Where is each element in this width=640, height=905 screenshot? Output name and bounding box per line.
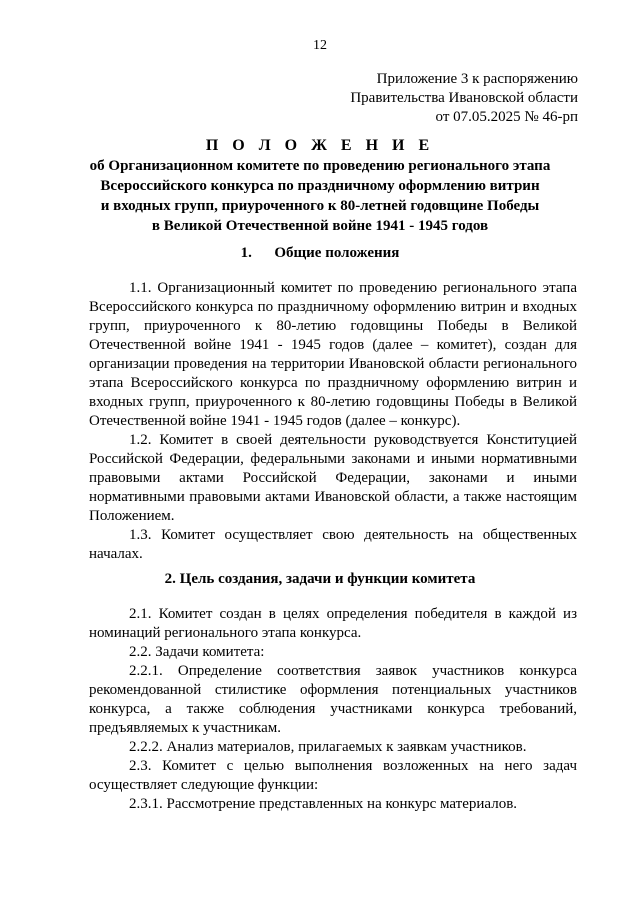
paragraph-1-1: 1.1. Организационный комитет по проведению регионального этапа Всероссийского конкурса по праздничному оформлению витрин и входных групп, приуроченного к 80-летию годовщины Победы в Великой Отечественной войне 1941 - 1945 годов (далее – комитет), создан для организации проведения на территории Ивановской области регионального этапа Всероссийского конкурса по праздничному оформлению витрин и входных групп, приуроченного к 80-летию годовщины Победы в Великой Отечественной войне 1941 - 1945 годов (далее – конкурс). [89, 280, 577, 429]
title-heading: П О Л О Ж Е Н И Е [205, 137, 435, 154]
section-2-heading: 2. Цель создания, задачи и функции комитета [164, 571, 476, 587]
page-number: 12 [313, 38, 327, 53]
appendix-block [350, 70, 578, 127]
paragraph-2-2: 2.2. Задачи комитета: [129, 644, 265, 660]
document-title [0, 136, 640, 236]
section-1-heading: 1. Общие положения [240, 245, 400, 261]
appendix-line: Приложение 3 к распоряжению [376, 71, 578, 87]
paragraph-2-2-2: 2.2.2. Анализ материалов, прилагаемых к заявкам участников. [129, 739, 527, 755]
appendix-line: Правительства Ивановской области [350, 90, 578, 106]
paragraph-2-1: 2.1. Комитет создан в целях определения победителя в каждой из номинаций регионального этапа конкурса. [89, 606, 577, 641]
title-line: в Великой Отечественной войне 1941 - 1945 годов [151, 218, 489, 234]
paragraph-1-3: 1.3. Комитет осуществляет свою деятельность на общественных началах. [89, 527, 577, 562]
paragraph-2-2-1: 2.2.1. Определение соответствия заявок участников конкурса рекомендованной стилистике оформления потенциальных участников конкурса, а также соблюдения участниками конкурса требований, предъявляемых к участникам. [89, 663, 577, 736]
section-2-body [89, 605, 577, 814]
paragraph-2-3: 2.3. Комитет с целью выполнения возложенных на него задач осуществляет следующие функции: [89, 758, 577, 793]
title-line: и входных групп, приуроченного к 80-летней годовщине Победы [100, 198, 540, 214]
title-line: об Организационном комитете по проведению регионального этапа [89, 158, 551, 174]
paragraph-1-2: 1.2. Комитет в своей деятельности руководствуется Конституцией Российской Федерации, федеральными законами и иными нормативными правовыми актами Российской Федерации, законами и иными нормативными правовыми актами Ивановской области, а также настоящим Положением. [89, 432, 577, 524]
appendix-line: от 07.05.2025 № 46-рп [435, 109, 578, 125]
section-1-body [89, 279, 577, 564]
title-line: Всероссийского конкурса по праздничному оформлению витрин [100, 178, 540, 194]
paragraph-2-3-1: 2.3.1. Рассмотрение представленных на конкурс материалов. [129, 796, 518, 812]
